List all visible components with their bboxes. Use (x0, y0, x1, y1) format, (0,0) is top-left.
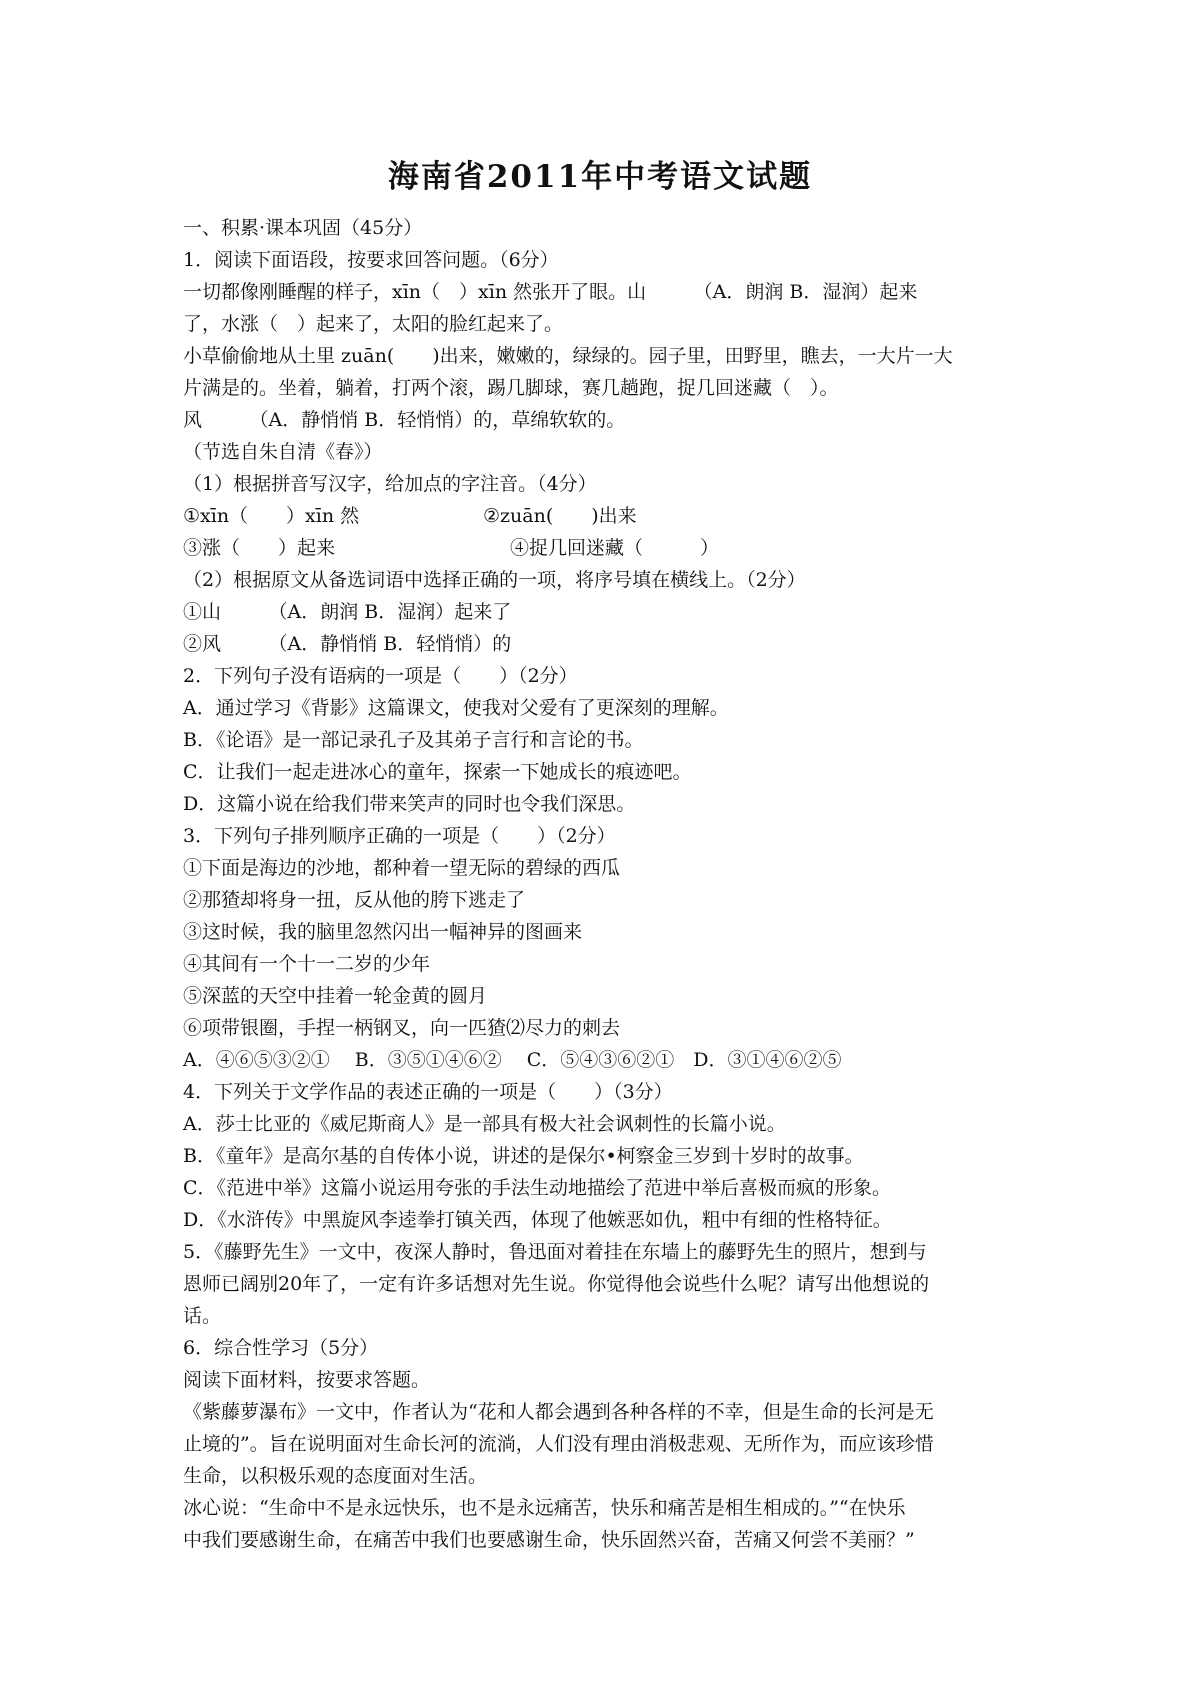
answer-item: ①xīn（ ）xīn 然 (183, 505, 360, 527)
material-line: 中我们要感谢生命，在痛苦中我们也要感谢生命，快乐固然兴奋，苦痛又何尝不美丽？” (183, 1529, 915, 1551)
material-line: 生命，以积极乐观的态度面对生活。 (183, 1465, 488, 1487)
options-row: A．④⑥⑤③②① B．③⑤①④⑥② C．⑤④③⑥②① D．③①④⑥②⑤ (183, 1049, 842, 1071)
subquestion-1: （1）根据拼音写汉字，给加点的字注音。（4分） (183, 473, 597, 495)
answer-row (183, 500, 1033, 532)
option: C．《范进中举》这篇小说运用夸张的手法生动地描绘了范进中举后喜极而疯的形象。 (183, 1177, 892, 1199)
question-6: 6．综合性学习（5分） (183, 1337, 379, 1359)
passage-line: 风 （A．静悄悄 B．轻悄悄）的，草绵软软的。 (183, 409, 626, 431)
question-3: 3．下列句子排列顺序正确的一项是（ ）（2分） (183, 825, 616, 847)
sentence-item: ③这时候，我的脑里忽然闪出一幅神异的图画来 (183, 921, 583, 943)
option: C．让我们一起走进冰心的童年，探索一下她成长的痕迹吧。 (183, 761, 692, 783)
answer-item: ①山 （A．朗润 B．湿润）起来了 (183, 601, 512, 623)
sentence-item: ②那猹却将身一扭，反从他的胯下逃走了 (183, 889, 526, 911)
sentence-item: ④其间有一个十一二岁的少年 (183, 953, 431, 975)
option: B．《童年》是高尔基的自传体小说，讲述的是保尔•柯察金三岁到十岁时的故事。 (183, 1145, 864, 1167)
question-5-line: 话。 (183, 1305, 222, 1327)
option: A．通过学习《背影》这篇课文，使我对父爱有了更深刻的理解。 (183, 697, 729, 719)
answer-item: ③涨（ ）起来 (183, 537, 336, 559)
page-title: 海南省2011年中考语文试题 (387, 159, 813, 195)
subquestion-2: （2）根据原文从备选词语中选择正确的一项，将序号填在横线上。（2分） (183, 569, 806, 591)
question-5: 5．《藤野先生》一文中，夜深人静时，鲁迅面对着挂在东墙上的藤野先生的照片，想到与 (183, 1241, 927, 1263)
question-1: 1．阅读下面语段，按要求回答问题。（6分） (183, 249, 559, 271)
material-line: 《紫藤萝瀑布》一文中，作者认为“花和人都会遇到各种各样的不幸，但是生命的长河是无 (183, 1401, 934, 1423)
question-2: 2．下列句子没有语病的一项是（ ）（2分） (183, 665, 578, 687)
question-5-line: 恩师已阔别20年了，一定有许多话想对先生说。你觉得他会说些什么呢？请写出他想说的 (183, 1273, 930, 1295)
option: D．《水浒传》中黑旋风李逵拳打镇关西，体现了他嫉恶如仇，粗中有细的性格特征。 (183, 1209, 892, 1231)
option: A．莎士比亚的《威尼斯商人》是一部具有极大社会讽刺性的长篇小说。 (183, 1113, 786, 1135)
option: B．《论语》是一部记录孔子及其弟子言行和言论的书。 (183, 729, 644, 751)
answer-item: ④捉几回迷藏（ ） (510, 537, 720, 559)
instruction: 阅读下面材料，按要求答题。 (183, 1369, 431, 1391)
exam-content (183, 212, 1033, 1556)
answer-item: ②zuān( )出来 (483, 505, 637, 527)
material-line: 止境的”。旨在说明面对生命长河的流淌，人们没有理由消极悲观、无所作为，而应该珍惜 (183, 1433, 934, 1455)
passage-line: 片满是的。坐着，躺着，打两个滚，踢几脚球，赛几趟跑，捉几回迷藏（ ）。 (183, 377, 839, 399)
sentence-item: ⑥项带银圈，手捏一柄钢叉，向一匹猹⑵尽力的刺去 (183, 1017, 621, 1039)
material-line: 冰心说：“生命中不是永远快乐，也不是永远痛苦，快乐和痛苦是相生相成的。”“在快乐 (183, 1497, 906, 1519)
passage-line: 了，水涨（ ）起来了，太阳的脸红起来了。 (183, 313, 564, 335)
passage-source: （节选自朱自清《春》） (183, 441, 383, 463)
answer-row (183, 532, 1033, 564)
sentence-item: ①下面是海边的沙地，都种着一望无际的碧绿的西瓜 (183, 857, 621, 879)
section-heading: 一、积累·课本巩固（45分） (183, 217, 423, 239)
passage-line: 一切都像刚睡醒的样子，xīn（ ）xīn 然张开了眼。山 （A．朗润 B．湿润）起来 (183, 281, 918, 303)
answer-item: ②风 （A．静悄悄 B．轻悄悄）的 (183, 633, 512, 655)
question-4: 4．下列关于文学作品的表述正确的一项是（ ）（3分） (183, 1081, 673, 1103)
option: D．这篇小说在给我们带来笑声的同时也令我们深思。 (183, 793, 636, 815)
passage-line: 小草偷偷地从土里 zuān( )出来，嫩嫩的，绿绿的。园子里，田野里，瞧去，一大片一大 (183, 345, 953, 367)
sentence-item: ⑤深蓝的天空中挂着一轮金黄的圆月 (183, 985, 488, 1007)
